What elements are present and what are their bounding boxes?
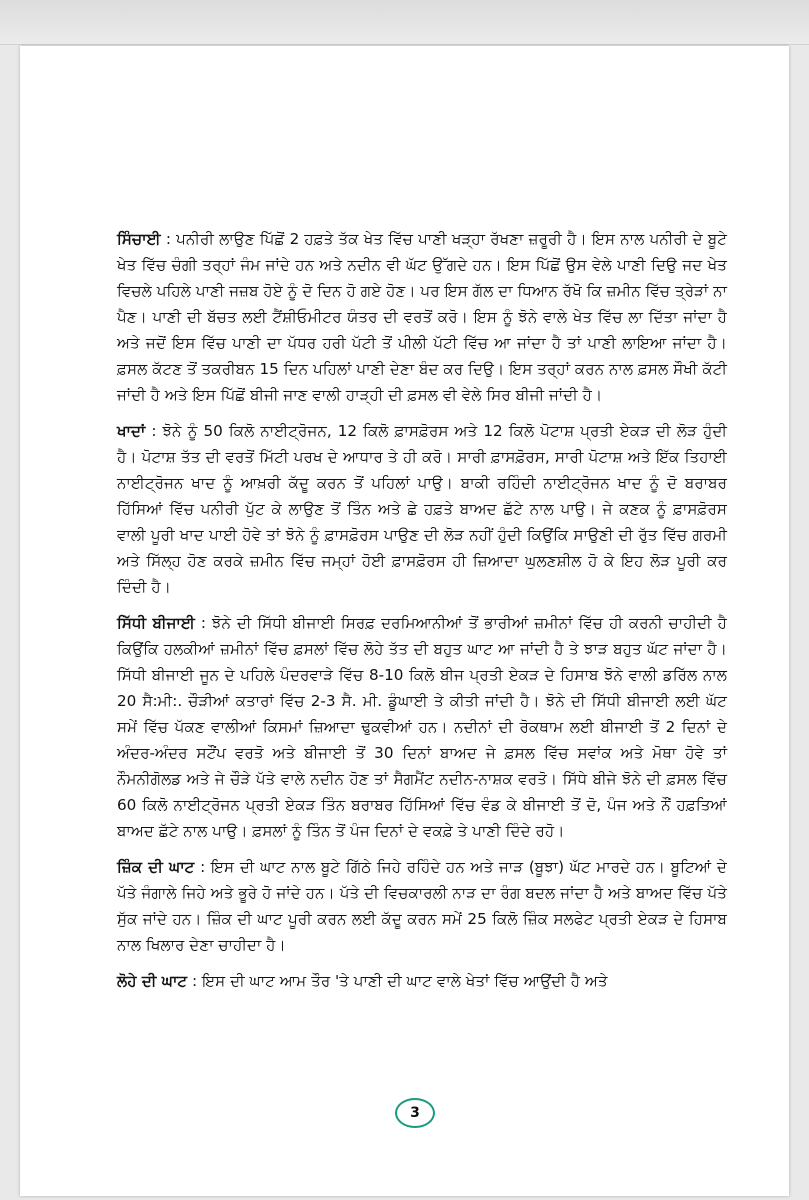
paragraph-fertilizers: ਖਾਦਾਂ : ਝੋਨੇ ਨੂੰ 50 ਕਿਲੋ ਨਾਈਟ੍ਰੋਜਨ, 12 ਕਿਲੋ ਫ਼ਾਸਫ਼ੋਰਸ ਅਤੇ 12 ਕਿਲੋ ਪੋਟਾਸ਼ ਪ੍ਰਤੀ ਏਕੜ ਦੀ ਲੋੜ ਹੁੰਦੀ ਹੈ। ਪੋਟਾਸ਼ ਤੱਤ ਦੀ ਵਰਤੋਂ ਮਿੱਟੀ ਪਰਖ ਦੇ ਆਧਾਰ ਤੇ ਹੀ ਕਰੋ। ਸਾਰੀ ਫ਼ਾਸਫ਼ੋਰਸ, ਸਾਰੀ ਪੋਟਾਸ਼ ਅਤੇ ਇੱਕ ਤਿਹਾਈ ਨਾਈਟ੍ਰੋਜਨ ਖਾਦ ਨੂੰ ਆਖ਼ਰੀ ਕੱਦੂ ਕਰਨ ਤੋਂ ਪਹਿਲਾਂ ਪਾਉ। ਬਾਕੀ ਰਹਿੰਦੀ ਨਾਈਟ੍ਰੋਜਨ ਖਾਦ ਨੂੰ ਦੋ ਬਰਾਬਰ ਹਿੱਸਿਆਂ ਵਿੱਚ ਪਨੀਰੀ ਪੁੱਟ ਕੇ ਲਾਉਣ ਤੋਂ ਤਿੰਨ ਅਤੇ ਛੇ ਹਫ਼ਤੇ ਬਾਅਦ ਛੱਟੇ ਨਾਲ ਪਾਉ। ਜੇ ਕਣਕ ਨੂੰ ਫ਼ਾਸਫ਼ੋਰਸ ਵਾਲੀ ਪੂਰੀ ਖਾਦ ਪਾਈ ਹੋਵੇ ਤਾਂ ਝੋਨੇ ਨੂੰ ਫ਼ਾਸਫ਼ੋਰਸ ਪਾਉਣ ਦੀ ਲੋੜ ਨਹੀਂ ਹੁੰਦੀ ਕਿਉਂਕਿ ਸਾਉਣੀ ਦੀ ਰੁੱਤ ਵਿੱਚ ਗਰਮੀ ਅਤੇ ਸਿੱਲ੍ਹ ਹੋਣ ਕਰਕੇ ਜ਼ਮੀਨ ਵਿੱਚ ਜਮ੍ਹਾਂ ਹੋਈ ਫ਼ਾਸਫ਼ੋਰਸ ਹੀ ਜ਼ਿਆਦਾ ਘੁਲਣਸ਼ੀਲ ਹੋ ਕੇ ਇਹ ਲੋੜ ਪੂਰੀ ਕਰ ਦਿੰਦੀ ਹੈ। [117, 422, 727, 596]
page-number-badge: 3 [395, 1098, 435, 1128]
text-direct-seeding: ਝੋਨੇ ਦੀ ਸਿੱਧੀ ਬੀਜਾਈ ਸਿਰਫ਼ ਦਰਮਿਆਨੀਆਂ ਤੋਂ ਭਾਰੀਆਂ ਜ਼ਮੀਨਾਂ ਵਿੱਚ ਹੀ ਕਰਨੀ ਚਾਹੀਦੀ ਹੈ ਕਿਉਂਕਿ ਹਲਕੀਆਂ ਜ਼ਮੀਨਾਂ ਵਿੱਚ ਫ਼ਸਲਾਂ ਵਿੱਚ ਲੋਹੇ ਤੱਤ ਦੀ ਬਹੁਤ ਘਾਟ ਆ ਜਾਂਦੀ ਹੈ ਤੇ ਝਾੜ ਬਹੁਤ ਘੱਟ ਜਾਂਦਾ ਹੈ। ਸਿੱਧੀ ਬੀਜਾਈ ਜੂਨ ਦੇ ਪਹਿਲੇ ਪੰਦਰਵਾੜੇ ਵਿੱਚ 8-10 ਕਿਲੋ ਬੀਜ ਪ੍ਰਤੀ ਏਕੜ ਦੇ ਹਿਸਾਬ ਝੋਨੇ ਵਾਲੀ ਡਰਿੱਲ ਨਾਲ 20 ਸੈ:ਮੀ:. ਚੌੜੀਆਂ ਕਤਾਰਾਂ ਵਿੱਚ 2-3 ਸੈ. ਮੀ. ਡੂੰਘਾਈ ਤੇ ਕੀਤੀ ਜਾਂਦੀ ਹੈ। ਝੋਨੇ ਦੀ ਸਿੱਧੀ ਬੀਜਾਈ ਲਈ ਘੱਟ ਸਮੇਂ ਵਿੱਚ ਪੱਕਣ ਵਾਲੀਆਂ ਕਿਸਮਾਂ ਜ਼ਿਆਦਾ ਢੁਕਵੀਆਂ ਹਨ। ਨਦੀਨਾਂ ਦੀ ਰੋਕਥਾਮ ਲਈ ਬੀਜਾਈ ਤੋਂ 2 ਦਿਨਾਂ ਦੇ ਅੰਦਰ-ਅੰਦਰ ਸਟੌਂਪ ਵਰਤੋ ਅਤੇ ਬੀਜਾਈ ਤੋਂ 30 ਦਿਨਾਂ ਬਾਅਦ ਜੇ ਫ਼ਸਲ ਵਿੱਚ ਸਵਾਂਕ ਅਤੇ ਮੋਥਾ ਹੋਵੇ ਤਾਂ ਨੌਮਨੀਗੋਲਡ ਅਤੇ ਜੇ ਚੌੜੇ ਪੱਤੇ ਵਾਲੇ ਨਦੀਨ ਹੋਣ ਤਾਂ ਸੈਗਮੈਂਟ ਨਦੀਨ-ਨਾਸ਼ਕ ਵਰਤੋ। ਸਿੱਧੇ ਬੀਜੇ ਝੋਨੇ ਦੀ ਫ਼ਸਲ ਵਿੱਚ 60 ਕਿਲੋ ਨਾਈਟ੍ਰੋਜਨ ਪ੍ਰਤੀ ਏਕੜ ਤਿੰਨ ਬਰਾਬਰ ਹਿੱਸਿਆਂ ਵਿੱਚ ਵੰਡ ਕੇ ਬੀਜਾਈ ਤੋਂ ਦੋ, ਪੰਜ ਅਤੇ ਨੌਂ ਹਫ਼ਤਿਆਂ ਬਾਅਦ ਛੱਟੇ ਨਾਲ ਪਾਉ। ਫ਼ਸਲਾਂ ਨੂੰ ਤਿੰਨ ਤੋਂ ਪੰਜ ਦਿਨਾਂ ਦੇ ਵਕਫ਼ੇ ਤੇ ਪਾਣੀ ਦਿੰਦੇ ਰਹੋ। [117, 614, 727, 840]
heading-direct-seeding: ਸਿੱਧੀ ਬੀਜਾਈ [117, 614, 195, 632]
text-irrigation: ਪਨੀਰੀ ਲਾਉਣ ਪਿੱਛੋਂ 2 ਹਫ਼ਤੇ ਤੱਕ ਖੇਤ ਵਿੱਚ ਪਾਣੀ ਖੜ੍ਹਾ ਰੱਖਣਾ ਜ਼ਰੂਰੀ ਹੈ। ਇਸ ਨਾਲ ਪਨੀਰੀ ਦੇ ਬੂਟੇ ਖੇਤ ਵਿੱਚ ਚੰਗੀ ਤਰ੍ਹਾਂ ਜੰਮ ਜਾਂਦੇ ਹਨ ਅਤੇ ਨਦੀਨ ਵੀ ਘੱਟ ਉੱਗਦੇ ਹਨ। ਇਸ ਪਿੱਛੋਂ ਉਸ ਵੇਲੇ ਪਾਣੀ ਦਿਉ ਜਦ ਖੇਤ ਵਿਚਲੇ ਪਹਿਲੇ ਪਾਣੀ ਜਜ਼ਬ ਹੋਏ ਨੂੰ ਦੋ ਦਿਨ ਹੋ ਗਏ ਹੋਣ। ਪਰ ਇਸ ਗੱਲ ਦਾ ਧਿਆਨ ਰੱਖੋ ਕਿ ਜ਼ਮੀਨ ਵਿੱਚ ਤ੍ਰੇੜਾਂ ਨਾ ਪੈਣ। ਪਾਣੀ ਦੀ ਬੱਚਤ ਲਈ ਟੈਂਸ਼ੀਓਮੀਟਰ ਯੰਤਰ ਦੀ ਵਰਤੋਂ ਕਰੋ। ਇਸ ਨੂੰ ਝੋਨੇ ਵਾਲੇ ਖੇਤ ਵਿੱਚ ਲਾ ਦਿੱਤਾ ਜਾਂਦਾ ਹੈ ਅਤੇ ਜਦੋਂ ਇਸ ਵਿੱਚ ਪਾਣੀ ਦਾ ਪੱਧਰ ਹਰੀ ਪੱਟੀ ਤੋਂ ਪੀਲੀ ਪੱਟੀ ਵਿੱਚ ਆ ਜਾਂਦਾ ਹੈ ਤਾਂ ਪਾਣੀ ਲਾਇਆ ਜਾਂਦਾ ਹੈ। ਫ਼ਸਲ ਕੱਟਣ ਤੋਂ ਤਕਰੀਬਨ 15 ਦਿਨ ਪਹਿਲਾਂ ਪਾਣੀ ਦੇਣਾ ਬੰਦ ਕਰ ਦਿਉ। ਇਸ ਤਰ੍ਹਾਂ ਕਰਨ ਨਾਲ ਫ਼ਸਲ ਸੌਖੀ ਕੱਟੀ ਜਾਂਦੀ ਹੈ ਅਤੇ ਇਸ ਪਿੱਛੋਂ ਬੀਜੀ ਜਾਣ ਵਾਲੀ ਹਾੜ੍ਹੀ ਦੀ ਫ਼ਸਲ ਵੀ ਵੇਲੇ ਸਿਰ ਬੀਜੀ ਜਾਂਦੀ ਹੈ। [117, 230, 727, 404]
paragraph-irrigation: ਸਿੰਚਾਈ : ਪਨੀਰੀ ਲਾਉਣ ਪਿੱਛੋਂ 2 ਹਫ਼ਤੇ ਤੱਕ ਖੇਤ ਵਿੱਚ ਪਾਣੀ ਖੜ੍ਹਾ ਰੱਖਣਾ ਜ਼ਰੂਰੀ ਹੈ। ਇਸ ਨਾਲ ਪਨੀਰੀ ਦੇ ਬੂਟੇ ਖੇਤ ਵਿੱਚ ਚੰਗੀ ਤਰ੍ਹਾਂ ਜੰਮ ਜਾਂਦੇ ਹਨ ਅਤੇ ਨਦੀਨ ਵੀ ਘੱਟ ਉੱਗਦੇ ਹਨ। ਇਸ ਪਿੱਛੋਂ ਉਸ ਵੇਲੇ ਪਾਣੀ ਦਿਉ ਜਦ ਖੇਤ ਵਿਚਲੇ ਪਹਿਲੇ ਪਾਣੀ ਜਜ਼ਬ ਹੋਏ ਨੂੰ ਦੋ ਦਿਨ ਹੋ ਗਏ ਹੋਣ। ਪਰ ਇਸ ਗੱਲ ਦਾ ਧਿਆਨ ਰੱਖੋ ਕਿ ਜ਼ਮੀਨ ਵਿੱਚ ਤ੍ਰੇੜਾਂ ਨਾ ਪੈਣ। ਪਾਣੀ ਦੀ ਬੱਚਤ ਲਈ ਟੈਂਸ਼ੀਓਮੀਟਰ ਯੰਤਰ ਦੀ ਵਰਤੋਂ ਕਰੋ। ਇਸ ਨੂੰ ਝੋਨੇ ਵਾਲੇ ਖੇਤ ਵਿੱਚ ਲਾ ਦਿੱਤਾ ਜਾਂਦਾ ਹੈ ਅਤੇ ਜਦੋਂ ਇਸ ਵਿੱਚ ਪਾਣੀ ਦਾ ਪੱਧਰ ਹਰੀ ਪੱਟੀ ਤੋਂ ਪੀਲੀ ਪੱਟੀ ਵਿੱਚ ਆ ਜਾਂਦਾ ਹੈ ਤਾਂ ਪਾਣੀ ਲਾਇਆ ਜਾਂਦਾ ਹੈ। ਫ਼ਸਲ ਕੱਟਣ ਤੋਂ ਤਕਰੀਬਨ 15 ਦਿਨ ਪਹਿਲਾਂ ਪਾਣੀ ਦੇਣਾ ਬੰਦ ਕਰ ਦਿਉ। ਇਸ ਤਰ੍ਹਾਂ ਕਰਨ ਨਾਲ ਫ਼ਸਲ ਸੌਖੀ ਕੱਟੀ ਜਾਂਦੀ ਹੈ ਅਤੇ ਇਸ ਪਿੱਛੋਂ ਬੀਜੀ ਜਾਣ ਵਾਲੀ ਹਾੜ੍ਹੀ ਦੀ ਫ਼ਸਲ ਵੀ ਵੇਲੇ ਸਿਰ ਬੀਜੀ ਜਾਂਦੀ ਹੈ। [117, 230, 727, 404]
paragraph-iron-deficiency: ਲੋਹੇ ਦੀ ਘਾਟ : ਇਸ ਦੀ ਘਾਟ ਆਮ ਤੌਰ 'ਤੇ ਪਾਣੀ ਦੀ ਘਾਟ ਵਾਲੇ ਖੇਤਾਂ ਵਿੱਚ ਆਉਂਦੀ ਹੈ ਅਤੇ [117, 972, 608, 990]
viewer-toolbar [0, 0, 809, 45]
text-fertilizers: ਝੋਨੇ ਨੂੰ 50 ਕਿਲੋ ਨਾਈਟ੍ਰੋਜਨ, 12 ਕਿਲੋ ਫ਼ਾਸਫ਼ੋਰਸ ਅਤੇ 12 ਕਿਲੋ ਪੋਟਾਸ਼ ਪ੍ਰਤੀ ਏਕੜ ਦੀ ਲੋੜ ਹੁੰਦੀ ਹੈ। ਪੋਟਾਸ਼ ਤੱਤ ਦੀ ਵਰਤੋਂ ਮਿੱਟੀ ਪਰਖ ਦੇ ਆਧਾਰ ਤੇ ਹੀ ਕਰੋ। ਸਾਰੀ ਫ਼ਾਸਫ਼ੋਰਸ, ਸਾਰੀ ਪੋਟਾਸ਼ ਅਤੇ ਇੱਕ ਤਿਹਾਈ ਨਾਈਟ੍ਰੋਜਨ ਖਾਦ ਨੂੰ ਆਖ਼ਰੀ ਕੱਦੂ ਕਰਨ ਤੋਂ ਪਹਿਲਾਂ ਪਾਉ। ਬਾਕੀ ਰਹਿੰਦੀ ਨਾਈਟ੍ਰੋਜਨ ਖਾਦ ਨੂੰ ਦੋ ਬਰਾਬਰ ਹਿੱਸਿਆਂ ਵਿੱਚ ਪਨੀਰੀ ਪੁੱਟ ਕੇ ਲਾਉਣ ਤੋਂ ਤਿੰਨ ਅਤੇ ਛੇ ਹਫ਼ਤੇ ਬਾਅਦ ਛੱਟੇ ਨਾਲ ਪਾਉ। ਜੇ ਕਣਕ ਨੂੰ ਫ਼ਾਸਫ਼ੋਰਸ ਵਾਲੀ ਪੂਰੀ ਖਾਦ ਪਾਈ ਹੋਵੇ ਤਾਂ ਝੋਨੇ ਨੂੰ ਫ਼ਾਸਫ਼ੋਰਸ ਪਾਉਣ ਦੀ ਲੋੜ ਨਹੀਂ ਹੁੰਦੀ ਕਿਉਂਕਿ ਸਾਉਣੀ ਦੀ ਰੁੱਤ ਵਿੱਚ ਗਰਮੀ ਅਤੇ ਸਿੱਲ੍ਹ ਹੋਣ ਕਰਕੇ ਜ਼ਮੀਨ ਵਿੱਚ ਜਮ੍ਹਾਂ ਹੋਈ ਫ਼ਾਸਫ਼ੋਰਸ ਹੀ ਜ਼ਿਆਦਾ ਘੁਲਣਸ਼ੀਲ ਹੋ ਕੇ ਇਹ ਲੋੜ ਪੂਰੀ ਕਰ ਦਿੰਦੀ ਹੈ। [117, 422, 727, 596]
text-zinc-deficiency: ਇਸ ਦੀ ਘਾਟ ਨਾਲ ਬੂਟੇ ਗਿੱਠੇ ਜਿਹੇ ਰਹਿੰਦੇ ਹਨ ਅਤੇ ਜਾੜ (ਬੂਝਾ) ਘੱਟ ਮਾਰਦੇ ਹਨ। ਬੂਟਿਆਂ ਦੇ ਪੱਤੇ ਜੰਗਾਲੇ ਜਿਹੇ ਅਤੇ ਭੂਰੇ ਹੋ ਜਾਂਦੇ ਹਨ। ਪੱਤੇ ਦੀ ਵਿਚਕਾਰਲੀ ਨਾੜ ਦਾ ਰੰਗ ਬਦਲ ਜਾਂਦਾ ਹੈ ਅਤੇ ਬਾਅਦ ਵਿੱਚ ਪੱਤੇ ਸੁੱਕ ਜਾਂਦੇ ਹਨ। ਜ਼ਿੰਕ ਦੀ ਘਾਟ ਪੂਰੀ ਕਰਨ ਲਈ ਕੱਦੂ ਕਰਨ ਸਮੇਂ 25 ਕਿਲੋ ਜ਼ਿੰਕ ਸਲਫੇਟ ਪ੍ਰਤੀ ਏਕੜ ਦੇ ਹਿਸਾਬ ਨਾਲ ਖਿਲਾਰ ਦੇਣਾ ਚਾਹੀਦਾ ਹੈ। [117, 858, 727, 954]
heading-zinc-deficiency: ਜ਼ਿੰਕ ਦੀ ਘਾਟ [117, 858, 195, 876]
heading-iron-deficiency: ਲੋਹੇ ਦੀ ਘਾਟ [117, 972, 188, 990]
paragraph-direct-seeding: ਸਿੱਧੀ ਬੀਜਾਈ : ਝੋਨੇ ਦੀ ਸਿੱਧੀ ਬੀਜਾਈ ਸਿਰਫ਼ ਦਰਮਿਆਨੀਆਂ ਤੋਂ ਭਾਰੀਆਂ ਜ਼ਮੀਨਾਂ ਵਿੱਚ ਹੀ ਕਰਨੀ ਚਾਹੀਦੀ ਹੈ ਕਿਉਂਕਿ ਹਲਕੀਆਂ ਜ਼ਮੀਨਾਂ ਵਿੱਚ ਫ਼ਸਲਾਂ ਵਿੱਚ ਲੋਹੇ ਤੱਤ ਦੀ ਬਹੁਤ ਘਾਟ ਆ ਜਾਂਦੀ ਹੈ ਤੇ ਝਾੜ ਬਹੁਤ ਘੱਟ ਜਾਂਦਾ ਹੈ। ਸਿੱਧੀ ਬੀਜਾਈ ਜੂਨ ਦੇ ਪਹਿਲੇ ਪੰਦਰਵਾੜੇ ਵਿੱਚ 8-10 ਕਿਲੋ ਬੀਜ ਪ੍ਰਤੀ ਏਕੜ ਦੇ ਹਿਸਾਬ ਝੋਨੇ ਵਾਲੀ ਡਰਿੱਲ ਨਾਲ 20 ਸੈ:ਮੀ:. ਚੌੜੀਆਂ ਕਤਾਰਾਂ ਵਿੱਚ 2-3 ਸੈ. ਮੀ. ਡੂੰਘਾਈ ਤੇ ਕੀਤੀ ਜਾਂਦੀ ਹੈ। ਝੋਨੇ ਦੀ ਸਿੱਧੀ ਬੀਜਾਈ ਲਈ ਘੱਟ ਸਮੇਂ ਵਿੱਚ ਪੱਕਣ ਵਾਲੀਆਂ ਕਿਸਮਾਂ ਜ਼ਿਆਦਾ ਢੁਕਵੀਆਂ ਹਨ। ਨਦੀਨਾਂ ਦੀ ਰੋਕਥਾਮ ਲਈ ਬੀਜਾਈ ਤੋਂ 2 ਦਿਨਾਂ ਦੇ ਅੰਦਰ-ਅੰਦਰ ਸਟੌਂਪ ਵਰਤੋ ਅਤੇ ਬੀਜਾਈ ਤੋਂ 30 ਦਿਨਾਂ ਬਾਅਦ ਜੇ ਫ਼ਸਲ ਵਿੱਚ ਸਵਾਂਕ ਅਤੇ ਮੋਥਾ ਹੋਵੇ ਤਾਂ ਨੌਮਨੀਗੋਲਡ ਅਤੇ ਜੇ ਚੌੜੇ ਪੱਤੇ ਵਾਲੇ ਨਦੀਨ ਹੋਣ ਤਾਂ ਸੈਗਮੈਂਟ ਨਦੀਨ-ਨਾਸ਼ਕ ਵਰਤੋ। ਸਿੱਧੇ ਬੀਜੇ ਝੋਨੇ ਦੀ ਫ਼ਸਲ ਵਿੱਚ 60 ਕਿਲੋ ਨਾਈਟ੍ਰੋਜਨ ਪ੍ਰਤੀ ਏਕੜ ਤਿੰਨ ਬਰਾਬਰ ਹਿੱਸਿਆਂ ਵਿੱਚ ਵੰਡ ਕੇ ਬੀਜਾਈ ਤੋਂ ਦੋ, ਪੰਜ ਅਤੇ ਨੌਂ ਹਫ਼ਤਿਆਂ ਬਾਅਦ ਛੱਟੇ ਨਾਲ ਪਾਉ। ਫ਼ਸਲਾਂ ਨੂੰ ਤਿੰਨ ਤੋਂ ਪੰਜ ਦਿਨਾਂ ਦੇ ਵਕਫ਼ੇ ਤੇ ਪਾਣੀ ਦਿੰਦੇ ਰਹੋ। [117, 614, 727, 840]
text-iron-deficiency: ਇਸ ਦੀ ਘਾਟ ਆਮ ਤੌਰ 'ਤੇ ਪਾਣੀ ਦੀ ਘਾਟ ਵਾਲੇ ਖੇਤਾਂ ਵਿੱਚ ਆਉਂਦੀ ਹੈ ਅਤੇ [201, 972, 608, 990]
page-content [117, 226, 727, 1004]
heading-fertilizers: ਖਾਦਾਂ [117, 422, 146, 440]
document-page [20, 46, 789, 1196]
heading-irrigation: ਸਿੰਚਾਈ [117, 230, 161, 248]
paragraph-zinc-deficiency: ਜ਼ਿੰਕ ਦੀ ਘਾਟ : ਇਸ ਦੀ ਘਾਟ ਨਾਲ ਬੂਟੇ ਗਿੱਠੇ ਜਿਹੇ ਰਹਿੰਦੇ ਹਨ ਅਤੇ ਜਾੜ (ਬੂਝਾ) ਘੱਟ ਮਾਰਦੇ ਹਨ। ਬੂਟਿਆਂ ਦੇ ਪੱਤੇ ਜੰਗਾਲੇ ਜਿਹੇ ਅਤੇ ਭੂਰੇ ਹੋ ਜਾਂਦੇ ਹਨ। ਪੱਤੇ ਦੀ ਵਿਚਕਾਰਲੀ ਨਾੜ ਦਾ ਰੰਗ ਬਦਲ ਜਾਂਦਾ ਹੈ ਅਤੇ ਬਾਅਦ ਵਿੱਚ ਪੱਤੇ ਸੁੱਕ ਜਾਂਦੇ ਹਨ। ਜ਼ਿੰਕ ਦੀ ਘਾਟ ਪੂਰੀ ਕਰਨ ਲਈ ਕੱਦੂ ਕਰਨ ਸਮੇਂ 25 ਕਿਲੋ ਜ਼ਿੰਕ ਸਲਫੇਟ ਪ੍ਰਤੀ ਏਕੜ ਦੇ ਹਿਸਾਬ ਨਾਲ ਖਿਲਾਰ ਦੇਣਾ ਚਾਹੀਦਾ ਹੈ। [117, 858, 727, 954]
